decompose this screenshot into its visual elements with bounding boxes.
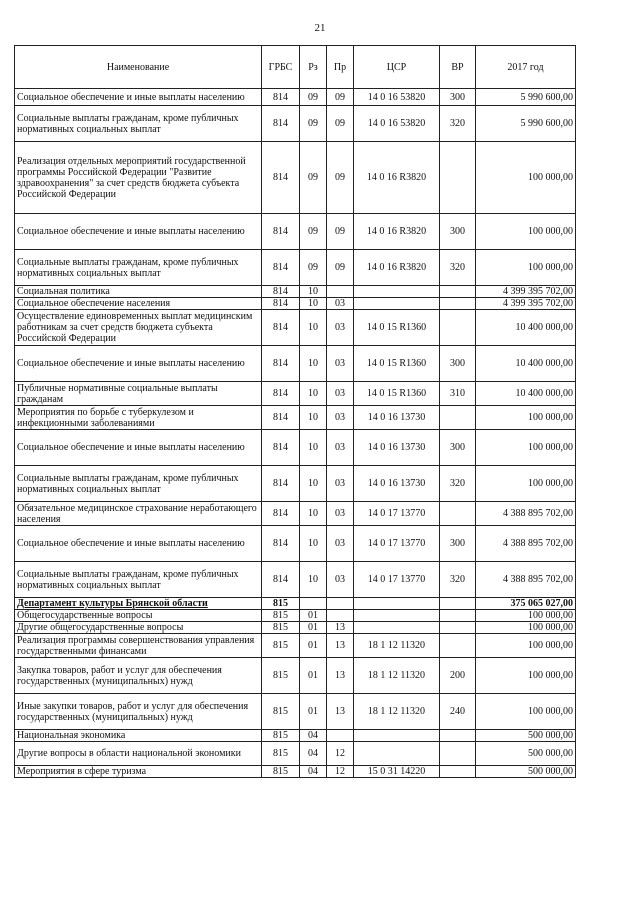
row-rz: 09 bbox=[300, 89, 327, 106]
row-pr: 09 bbox=[327, 89, 354, 106]
row-csr bbox=[354, 286, 440, 298]
row-csr: 14 0 16 R3820 bbox=[354, 142, 440, 214]
page-number: 21 bbox=[314, 22, 326, 34]
row-vr bbox=[440, 598, 476, 610]
row-pr bbox=[327, 730, 354, 742]
row-vr: 300 bbox=[440, 89, 476, 106]
row-amount: 100 000,00 bbox=[476, 142, 576, 214]
row-name: Другие вопросы в области национальной экономики bbox=[15, 742, 262, 766]
row-amount: 100 000,00 bbox=[476, 214, 576, 250]
row-rz: 09 bbox=[300, 142, 327, 214]
row-csr: 14 0 16 13730 bbox=[354, 430, 440, 466]
row-amount: 4 388 895 702,00 bbox=[476, 526, 576, 562]
row-rz: 10 bbox=[300, 346, 327, 382]
row-pr: 03 bbox=[327, 430, 354, 466]
row-rz: 01 bbox=[300, 634, 327, 658]
row-grbs: 815 bbox=[262, 610, 300, 622]
table-row bbox=[15, 658, 576, 694]
row-pr: 03 bbox=[327, 526, 354, 562]
row-amount: 10 400 000,00 bbox=[476, 346, 576, 382]
row-vr bbox=[440, 298, 476, 310]
row-amount: 100 000,00 bbox=[476, 250, 576, 286]
row-pr: 03 bbox=[327, 502, 354, 526]
table-row bbox=[15, 610, 576, 622]
row-vr bbox=[440, 634, 476, 658]
row-vr: 310 bbox=[440, 382, 476, 406]
row-rz bbox=[300, 598, 327, 610]
row-pr: 03 bbox=[327, 310, 354, 346]
row-pr: 13 bbox=[327, 634, 354, 658]
row-name: Осуществление единовременных выплат медицинским работникам за счет средств бюджета субъекта Российской Федерации bbox=[15, 310, 262, 346]
header-name: Наименование bbox=[15, 46, 262, 89]
table-row bbox=[15, 622, 576, 634]
row-vr bbox=[440, 406, 476, 430]
row-grbs: 815 bbox=[262, 694, 300, 730]
row-amount: 500 000,00 bbox=[476, 730, 576, 742]
row-csr: 18 1 12 11320 bbox=[354, 658, 440, 694]
table-row bbox=[15, 106, 576, 142]
table-row bbox=[15, 502, 576, 526]
row-pr: 03 bbox=[327, 562, 354, 598]
row-csr: 14 0 16 53820 bbox=[354, 89, 440, 106]
row-pr: 09 bbox=[327, 214, 354, 250]
row-grbs: 814 bbox=[262, 286, 300, 298]
table-row bbox=[15, 89, 576, 106]
table-row bbox=[15, 766, 576, 778]
row-csr: 14 0 15 R1360 bbox=[354, 346, 440, 382]
row-csr: 14 0 15 R1360 bbox=[354, 382, 440, 406]
row-name: Социальные выплаты гражданам, кроме публичных нормативных социальных выплат bbox=[15, 466, 262, 502]
row-rz: 01 bbox=[300, 622, 327, 634]
row-csr bbox=[354, 610, 440, 622]
row-rz: 10 bbox=[300, 562, 327, 598]
row-csr: 14 0 16 53820 bbox=[354, 106, 440, 142]
header-rz: Рз bbox=[300, 46, 327, 89]
table-body bbox=[15, 89, 576, 778]
row-amount: 10 400 000,00 bbox=[476, 310, 576, 346]
row-rz: 10 bbox=[300, 466, 327, 502]
row-pr: 13 bbox=[327, 694, 354, 730]
table-row bbox=[15, 214, 576, 250]
row-vr bbox=[440, 766, 476, 778]
table-row bbox=[15, 466, 576, 502]
row-amount: 100 000,00 bbox=[476, 430, 576, 466]
row-csr: 18 1 12 11320 bbox=[354, 634, 440, 658]
row-csr: 14 0 17 13770 bbox=[354, 562, 440, 598]
row-vr: 300 bbox=[440, 346, 476, 382]
row-rz: 10 bbox=[300, 406, 327, 430]
row-grbs: 815 bbox=[262, 622, 300, 634]
table-row bbox=[15, 250, 576, 286]
row-rz: 01 bbox=[300, 610, 327, 622]
row-vr bbox=[440, 622, 476, 634]
row-grbs: 815 bbox=[262, 742, 300, 766]
row-rz: 04 bbox=[300, 742, 327, 766]
row-amount: 10 400 000,00 bbox=[476, 382, 576, 406]
row-amount: 100 000,00 bbox=[476, 658, 576, 694]
row-csr: 14 0 17 13770 bbox=[354, 502, 440, 526]
row-name: Реализация отдельных мероприятий государственной программы Российской Федерации "Развитие здравоохранения" за счет средств бюджета субъекта Российской Федерации bbox=[15, 142, 262, 214]
row-grbs: 814 bbox=[262, 466, 300, 502]
row-grbs: 815 bbox=[262, 730, 300, 742]
row-csr: 14 0 15 R1360 bbox=[354, 310, 440, 346]
row-grbs: 814 bbox=[262, 89, 300, 106]
table-row bbox=[15, 346, 576, 382]
row-amount: 100 000,00 bbox=[476, 694, 576, 730]
table-row bbox=[15, 526, 576, 562]
row-name: Социальное обеспечение и иные выплаты населению bbox=[15, 526, 262, 562]
row-pr: 12 bbox=[327, 742, 354, 766]
row-name: Социальное обеспечение и иные выплаты населению bbox=[15, 346, 262, 382]
row-csr: 14 0 16 13730 bbox=[354, 406, 440, 430]
row-pr: 12 bbox=[327, 766, 354, 778]
row-pr: 13 bbox=[327, 658, 354, 694]
row-pr bbox=[327, 598, 354, 610]
row-rz: 04 bbox=[300, 730, 327, 742]
row-name: Социальное обеспечение и иные выплаты населению bbox=[15, 89, 262, 106]
row-name: Публичные нормативные социальные выплаты гражданам bbox=[15, 382, 262, 406]
row-vr: 320 bbox=[440, 250, 476, 286]
row-vr: 200 bbox=[440, 658, 476, 694]
row-grbs: 815 bbox=[262, 658, 300, 694]
row-amount: 100 000,00 bbox=[476, 610, 576, 622]
row-vr: 320 bbox=[440, 562, 476, 598]
header-year: 2017 год bbox=[476, 46, 576, 89]
row-name: Социальное обеспечение и иные выплаты населению bbox=[15, 430, 262, 466]
row-csr bbox=[354, 598, 440, 610]
row-grbs: 814 bbox=[262, 310, 300, 346]
row-grbs: 814 bbox=[262, 562, 300, 598]
row-vr bbox=[440, 310, 476, 346]
table-row bbox=[15, 286, 576, 298]
row-grbs: 814 bbox=[262, 502, 300, 526]
row-csr bbox=[354, 298, 440, 310]
table-header-row bbox=[15, 46, 576, 89]
row-pr: 09 bbox=[327, 250, 354, 286]
row-csr bbox=[354, 742, 440, 766]
row-vr bbox=[440, 286, 476, 298]
row-grbs: 815 bbox=[262, 634, 300, 658]
row-amount: 5 990 600,00 bbox=[476, 89, 576, 106]
row-amount: 100 000,00 bbox=[476, 406, 576, 430]
row-rz: 04 bbox=[300, 766, 327, 778]
row-vr: 320 bbox=[440, 106, 476, 142]
row-csr: 14 0 16 R3820 bbox=[354, 250, 440, 286]
row-grbs: 814 bbox=[262, 298, 300, 310]
row-csr bbox=[354, 730, 440, 742]
row-rz: 09 bbox=[300, 106, 327, 142]
row-amount: 100 000,00 bbox=[476, 466, 576, 502]
row-grbs: 814 bbox=[262, 382, 300, 406]
row-vr: 300 bbox=[440, 526, 476, 562]
row-grbs: 814 bbox=[262, 214, 300, 250]
table-row bbox=[15, 406, 576, 430]
row-name: Социальные выплаты гражданам, кроме публичных нормативных социальных выплат bbox=[15, 106, 262, 142]
row-grbs: 814 bbox=[262, 406, 300, 430]
row-name: Социальные выплаты гражданам, кроме публичных нормативных социальных выплат bbox=[15, 250, 262, 286]
row-rz: 10 bbox=[300, 382, 327, 406]
row-pr: 13 bbox=[327, 622, 354, 634]
row-name: Национальная экономика bbox=[15, 730, 262, 742]
table-row bbox=[15, 430, 576, 466]
row-vr bbox=[440, 742, 476, 766]
row-amount: 4 388 895 702,00 bbox=[476, 562, 576, 598]
row-csr: 18 1 12 11320 bbox=[354, 694, 440, 730]
row-rz: 10 bbox=[300, 310, 327, 346]
row-rz: 10 bbox=[300, 430, 327, 466]
row-name: Социальная политика bbox=[15, 286, 262, 298]
budget-table bbox=[14, 45, 576, 778]
row-name: Социальные выплаты гражданам, кроме публичных нормативных социальных выплат bbox=[15, 562, 262, 598]
row-amount: 5 990 600,00 bbox=[476, 106, 576, 142]
row-vr: 300 bbox=[440, 430, 476, 466]
table-row bbox=[15, 310, 576, 346]
row-vr bbox=[440, 610, 476, 622]
table-row bbox=[15, 382, 576, 406]
row-rz: 10 bbox=[300, 298, 327, 310]
row-name: Общегосударственные вопросы bbox=[15, 610, 262, 622]
row-grbs: 815 bbox=[262, 766, 300, 778]
row-name: Иные закупки товаров, работ и услуг для обеспечения государственных (муниципальных) нужд bbox=[15, 694, 262, 730]
header-csr: ЦСР bbox=[354, 46, 440, 89]
row-pr: 03 bbox=[327, 382, 354, 406]
row-amount: 100 000,00 bbox=[476, 622, 576, 634]
row-pr: 03 bbox=[327, 406, 354, 430]
header-vr: ВР bbox=[440, 46, 476, 89]
row-name: Социальное обеспечение населения bbox=[15, 298, 262, 310]
row-rz: 10 bbox=[300, 502, 327, 526]
row-csr: 15 0 31 14220 bbox=[354, 766, 440, 778]
table-row bbox=[15, 598, 576, 610]
row-name: Мероприятия по борьбе с туберкулезом и инфекционными заболеваниями bbox=[15, 406, 262, 430]
table-row bbox=[15, 634, 576, 658]
row-csr: 14 0 17 13770 bbox=[354, 526, 440, 562]
row-csr bbox=[354, 622, 440, 634]
row-vr bbox=[440, 502, 476, 526]
row-csr: 14 0 16 13730 bbox=[354, 466, 440, 502]
row-pr bbox=[327, 610, 354, 622]
row-grbs: 814 bbox=[262, 106, 300, 142]
row-amount: 500 000,00 bbox=[476, 742, 576, 766]
row-pr bbox=[327, 286, 354, 298]
row-csr: 14 0 16 R3820 bbox=[354, 214, 440, 250]
row-grbs: 814 bbox=[262, 526, 300, 562]
table-row bbox=[15, 562, 576, 598]
row-amount: 500 000,00 bbox=[476, 766, 576, 778]
row-grbs: 814 bbox=[262, 346, 300, 382]
table-row bbox=[15, 298, 576, 310]
row-name: Обязательное медицинское страхование неработающего населения bbox=[15, 502, 262, 526]
row-rz: 09 bbox=[300, 250, 327, 286]
row-vr bbox=[440, 730, 476, 742]
row-name: Другие общегосударственные вопросы bbox=[15, 622, 262, 634]
row-name: Закупка товаров, работ и услуг для обеспечения государственных (муниципальных) нужд bbox=[15, 658, 262, 694]
row-vr: 320 bbox=[440, 466, 476, 502]
row-grbs: 814 bbox=[262, 250, 300, 286]
row-pr: 09 bbox=[327, 142, 354, 214]
row-rz: 10 bbox=[300, 526, 327, 562]
header-grbs: ГРБС bbox=[262, 46, 300, 89]
row-grbs: 815 bbox=[262, 598, 300, 610]
row-grbs: 814 bbox=[262, 142, 300, 214]
row-pr: 03 bbox=[327, 346, 354, 382]
row-pr: 03 bbox=[327, 466, 354, 502]
row-pr: 03 bbox=[327, 298, 354, 310]
row-amount: 4 399 395 702,00 bbox=[476, 298, 576, 310]
row-grbs: 814 bbox=[262, 430, 300, 466]
row-name: Департамент культуры Брянской области bbox=[15, 598, 262, 610]
row-pr: 09 bbox=[327, 106, 354, 142]
row-amount: 100 000,00 bbox=[476, 634, 576, 658]
row-rz: 01 bbox=[300, 658, 327, 694]
row-amount: 4 388 895 702,00 bbox=[476, 502, 576, 526]
row-rz: 09 bbox=[300, 214, 327, 250]
row-vr bbox=[440, 142, 476, 214]
row-name: Реализация программы совершенствования управления государственными финансами bbox=[15, 634, 262, 658]
row-amount: 4 399 395 702,00 bbox=[476, 286, 576, 298]
table-row bbox=[15, 742, 576, 766]
row-name: Социальное обеспечение и иные выплаты населению bbox=[15, 214, 262, 250]
row-vr: 300 bbox=[440, 214, 476, 250]
row-name: Мероприятия в сфере туризма bbox=[15, 766, 262, 778]
header-pr: Пр bbox=[327, 46, 354, 89]
row-amount: 375 065 027,00 bbox=[476, 598, 576, 610]
table-row bbox=[15, 730, 576, 742]
row-rz: 10 bbox=[300, 286, 327, 298]
table-row bbox=[15, 694, 576, 730]
row-vr: 240 bbox=[440, 694, 476, 730]
row-rz: 01 bbox=[300, 694, 327, 730]
table-row bbox=[15, 142, 576, 214]
